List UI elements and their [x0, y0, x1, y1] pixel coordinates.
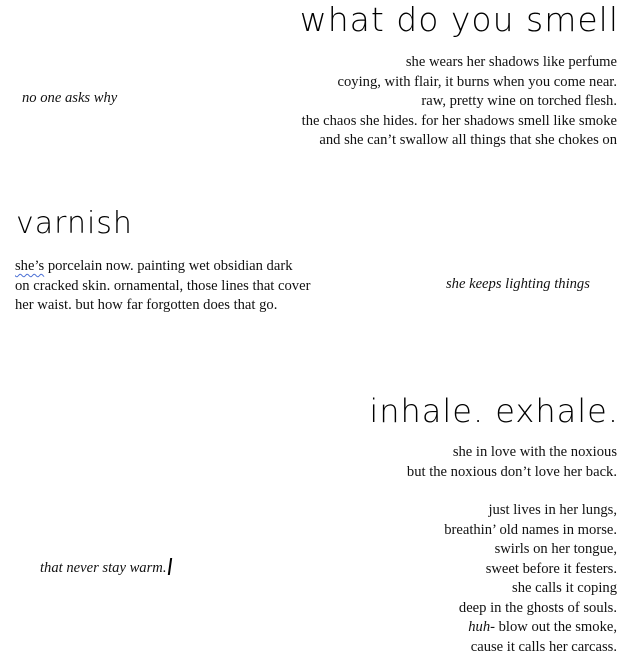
- poem-line: swirls on her tongue,: [494, 541, 617, 557]
- poem-line: sweet before it festers.: [485, 560, 617, 577]
- poem-line: and she can’t swallow all things that she chokes on: [319, 132, 617, 148]
- poem-line: the chaos she hides. for her shadows smell like smoke: [301, 112, 617, 129]
- poem-body-what-do-you-smell: [302, 52, 617, 150]
- poem-line: on cracked skin. ornamental, those lines that cover: [15, 277, 311, 294]
- poem-line: [15, 256, 310, 276]
- poem-title-what-do-you-smell: what do you smell: [299, 0, 619, 39]
- poem-line: but the noxious don’t love her back.: [406, 463, 617, 480]
- poem-line-rest: porcelain now. painting wet obsidian dark: [44, 258, 293, 274]
- poem-title-inhale-exhale: inhale. exhale.: [369, 392, 619, 430]
- poem-line: just lives in her lungs,: [488, 502, 617, 518]
- poem-line: [407, 617, 617, 637]
- poem-line: her waist. but how far forgotten does that go.: [15, 297, 278, 313]
- poem-line: breathin’ old names in morse.: [444, 521, 617, 538]
- spellcheck-flagged-word[interactable]: she’s: [15, 258, 45, 274]
- poem-line-rest: - blow out the smoke,: [490, 619, 617, 635]
- text-cursor: [168, 558, 172, 575]
- stanza-break: [407, 481, 617, 500]
- poem-title-varnish: varnish: [16, 206, 133, 241]
- poem-line: cause it calls her carcass.: [470, 638, 617, 655]
- poem-line: she wears her shadows like perfume: [405, 54, 617, 70]
- poem-line: coying, with flair, it burns when you come near.: [337, 73, 617, 90]
- poem-line: she calls it coping: [512, 580, 617, 596]
- poem-line: she in love with the noxious: [452, 444, 617, 460]
- poem-line: deep in the ghosts of souls.: [458, 599, 617, 616]
- poem-line: raw, pretty wine on torched flesh.: [421, 93, 617, 109]
- side-note-she-keeps-lighting-things: she keeps lighting things: [446, 276, 590, 292]
- side-note-no-one-asks-why: no one asks why: [22, 90, 118, 106]
- poem-body-varnish: [15, 256, 310, 315]
- poem-body-inhale-exhale: [407, 442, 617, 656]
- side-note-that-never-stay-warm[interactable]: [40, 558, 171, 577]
- poem-word-huh: huh: [468, 619, 491, 635]
- side-note-text: that never stay warm.: [40, 560, 167, 576]
